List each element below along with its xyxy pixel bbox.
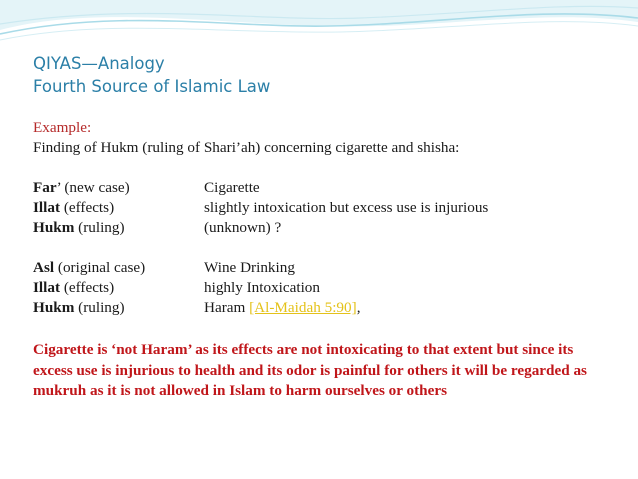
term-hukm: Hukm (33, 219, 75, 236)
conclusion-text: Cigarette is ‘not Haram’ as its effects are not intoxicating to that extent but since its excess use is injurious to health and its odor is painful for others it will be regarded as mukruh as it is not allowed in Islam to harm ourselves or others (33, 341, 587, 399)
row-hukm-original: Hukm (ruling) Haram [Al-Maidah 5:90], (33, 298, 633, 318)
value-hukm-original: Haram [Al-Maidah 5:90], (204, 299, 361, 316)
value-asl: Wine Drinking (204, 259, 295, 276)
row-illat-original: Illat (effects) highly Intoxication (33, 278, 633, 298)
term-illat: Illat (33, 199, 61, 216)
term-far: Far (33, 179, 57, 196)
title-line-1: QIYAS—Analogy (33, 54, 165, 73)
quran-reference-link[interactable]: [Al-Maidah 5:90] (249, 299, 357, 316)
row-hukm-new: Hukm (ruling) (unknown) ? (33, 218, 633, 238)
slide-title (33, 52, 270, 98)
value-illat-new: slightly intoxication but excess use is injurious (204, 199, 489, 216)
value-illat-original: highly Intoxication (204, 279, 320, 296)
value-hukm-new: (unknown) ? (204, 219, 282, 236)
row-illat-new: Illat (effects) slightly intoxication but excess use is injurious (33, 198, 633, 218)
title-line-2: Fourth Source of Islamic Law (33, 77, 271, 96)
value-far: Cigarette (204, 179, 260, 196)
term-illat-original: Illat (33, 279, 61, 296)
slide-body (33, 118, 633, 402)
term-asl: Asl (33, 259, 55, 276)
row-far: Far’ (new case) Cigarette (33, 178, 633, 198)
term-hukm-original: Hukm (33, 299, 75, 316)
example-label: Example: (33, 119, 92, 136)
intro-text: Finding of Hukm (ruling of Shari’ah) concerning cigarette and shisha: (33, 139, 460, 156)
row-asl: Asl (original case) Wine Drinking (33, 258, 633, 278)
header-wave-decoration (0, 0, 638, 60)
